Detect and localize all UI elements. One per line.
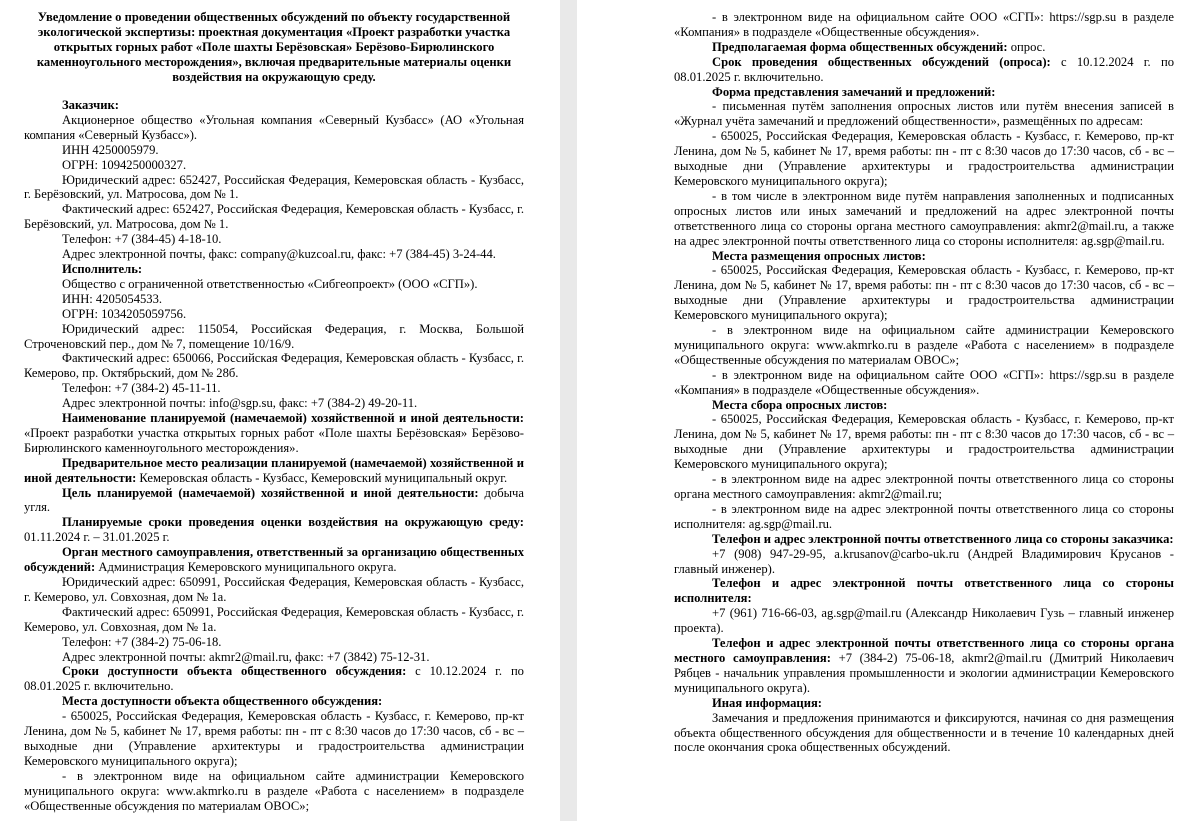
section-heading-text: Места доступности объекта общественного обсуждения: xyxy=(62,694,383,709)
paragraph: Фактический адрес: 652427, Российская Федерация, Кемеровская область - Кузбасс, г. Берёзовский, ул. Матросова, дом № 1. xyxy=(24,202,524,232)
page-left-content xyxy=(24,10,524,814)
section-heading-text: Иная информация: xyxy=(712,695,822,710)
paragraph: Адрес электронной почты: akmr2@mail.ru, факс: +7 (3842) 75-12-31. xyxy=(62,649,430,664)
paragraph: ИНН: 4205054533. xyxy=(62,291,163,306)
labeled-paragraph xyxy=(674,55,1174,85)
paragraph: - в электронном виде на официальном сайте ООО «СГП»: https://sgp.su в разделе «Компания» в подразделе «Общественные обсуждения». xyxy=(674,10,1174,39)
paragraph: - в электронном виде на официальном сайте ООО «СГП»: https://sgp.su в разделе «Компания» в подразделе «Общественные обсуждения». xyxy=(674,367,1174,397)
paragraph: ИНН 4250005979. xyxy=(62,142,159,157)
paragraph: Юридический адрес: 650991, Российская Федерация, Кемеровская область - Кузбасс, г. Кемерово, ул. Совхозная, дом № 1а. xyxy=(24,575,524,604)
paragraph: Фактический адрес: 650991, Российская Федерация, Кемеровская область - Кузбасс, г. Кемерово, ул. Совхозная, дом № 1а. xyxy=(24,604,524,634)
paragraph-value: с 10.12.2024 г. по 08.01.2025 г. включительно. xyxy=(674,54,1174,84)
labeled-paragraph xyxy=(24,411,524,456)
page-separator xyxy=(560,0,577,821)
labeled-paragraph xyxy=(24,515,524,545)
paragraph-label: Цель планируемой (намечаемой) хозяйственной и иной деятельности: xyxy=(62,485,479,500)
section-heading xyxy=(674,532,1174,547)
paragraph: - в электронном виде на адрес электронной почты ответственного лица со стороны исполнителя: ag.sgp@mail.ru. xyxy=(674,501,1174,531)
labeled-paragraph xyxy=(24,664,524,694)
labeled-paragraph xyxy=(24,545,524,575)
paragraph: +7 (908) 947-29-95, a.krusanov@carbo-uk.ru (Андрей Владимирович Крусанов - главный инженер). xyxy=(674,546,1174,576)
paragraph: Юридический адрес: 652427, Российская Федерация, Кемеровская область - Кузбасс, г. Берёзовский, ул. Матросова, дом № 1. xyxy=(24,172,524,202)
paragraph: - 650025, Российская Федерация, Кемеровская область - Кузбасс, г. Кемерово, пр-кт Ленина, дом № 5, кабинет № 17, время работы: пн - пт с 8:30 часов до 17:30 часов, сб - вс – выходные дни (Управление архитектуры и градостроительства администрации Кемеровского муниципального округа); xyxy=(24,709,524,768)
section-heading-text: Форма представления замечаний и предложений: xyxy=(712,84,996,99)
paragraph: Замечания и предложения принимаются и фиксируются, начиная со дня размещения объекта общественного обсуждения для общественности и в течение 10 календарных дней после окончания срока общественных обсуждений. xyxy=(674,710,1174,755)
page-right-content xyxy=(674,10,1174,755)
section-heading-text: Места сбора опросных листов: xyxy=(712,397,888,412)
page-left xyxy=(0,0,560,821)
paragraph: - 650025, Российская Федерация, Кемеровская область - Кузбасс, г. Кемерово, пр-кт Ленина, дом № 5, кабинет № 17, время работы: пн - пт с 8:30 часов до 17:30 часов, сб - вс – выходные дни (Управление архитектуры и градостроительства администрации Кемеровского муниципального округа); xyxy=(674,263,1174,323)
paragraph-value: Администрация Кемеровского муниципального округа. xyxy=(95,560,397,575)
paragraph-label: Предполагаемая форма общественных обсуждений: xyxy=(712,39,1008,54)
paragraph: - 650025, Российская Федерация, Кемеровская область - Кузбасс, г. Кемерово, пр-кт Ленина, дом № 5, кабинет № 17, время работы: пн - пт с 8:30 часов до 17:30 часов, сб - вс – выходные дни (Управление архитектуры и градостроительства администрации Кемеровского муниципального округа); xyxy=(674,412,1174,472)
paragraph-label: Предварительное место реализации планируемой (намечаемой) хозяйственной и иной деятельности: xyxy=(24,455,524,485)
paragraph: - в электронном виде на официальном сайте администрации Кемеровского муниципального округа: www.akmrko.ru в разделе «Работа с населением» в подразделе «Общественные обсуждения по материалам ОВОС»; xyxy=(674,323,1174,367)
section-heading xyxy=(24,98,524,113)
paragraph-label: Планируемые сроки проведения оценки воздействия на окружающую среду: xyxy=(62,515,524,530)
paragraph: Адрес электронной почты: info@sgp.su, факс: +7 (384-2) 49-20-11. xyxy=(62,396,418,411)
section-heading-text: Телефон и адрес электронной почты ответственного лица со стороны исполнителя: xyxy=(674,576,1174,606)
paragraph-label: Орган местного самоуправления, ответственный за организацию общественных обсуждений: xyxy=(24,545,524,575)
paragraph: Телефон: +7 (384-45) 4-18-10. xyxy=(62,232,222,247)
paragraph: Телефон: +7 (384-2) 75-06-18. xyxy=(62,634,222,649)
paragraph: - письменная путём заполнения опросных листов или путём внесения записей в «Журнал учёта замечаний и предложений общественности», размещённых по адресам: xyxy=(674,99,1174,129)
paragraph: Адрес электронной почты, факс: company@kuzcoal.ru, факс: +7 (384-45) 3-24-44. xyxy=(62,247,496,262)
paragraph-value: добыча угля. xyxy=(24,485,524,515)
paragraph: Фактический адрес: 650066, Российская Федерация, Кемеровская область - Кузбасс, г. Кемерово, пр. Октябрьский, дом № 28б. xyxy=(24,351,524,381)
paragraph-label: Сроки доступности объекта общественного обсуждения: xyxy=(62,664,407,679)
paragraph: - в том числе в электронном виде путём направления заполненных и подписанных опросных листов или иных замечаний и предложений на адрес электронной почты ответственного лица со стороны органа местного самоуправления: akmr2@mail.ru, а также на адрес электронной почты ответственного лица со стороны исполнителя: ag.sgp@mail.ru. xyxy=(674,188,1174,248)
section-heading xyxy=(674,696,1174,711)
paragraph-label: Наименование планируемой (намечаемой) хозяйственной и иной деятельности: xyxy=(62,411,524,426)
paragraph: - в электронном виде на официальном сайте администрации Кемеровского муниципального округа: www.akmrko.ru в разделе «Работа с населением» в подразделе «Общественные обсуждения по материалам ОВОС»; xyxy=(24,768,524,813)
page-right xyxy=(577,0,1198,821)
labeled-paragraph xyxy=(24,456,524,486)
paragraph: Юридический адрес: 115054, Российская Федерация, г. Москва, Большой Строченовский пер., дом № 7, помещение 10/16/9. xyxy=(24,321,524,351)
paragraph-value: 01.11.2024 г. – 31.01.2025 г. xyxy=(24,530,170,545)
paragraph: ОГРН: 1094250000327. xyxy=(62,157,187,172)
paragraph-value: +7 (384-2) 75-06-18, akmr2@mail.ru (Дмитрий Николаевич Рябцев - начальник управления промышленности и экологии администрации Кемеровского муниципального округа). xyxy=(674,650,1175,695)
labeled-paragraph xyxy=(674,40,1174,55)
paragraph: +7 (961) 716-66-03, ag.sgp@mail.ru (Александр Николаевич Гузь – главный инженер проекта). xyxy=(674,606,1174,636)
section-heading-text: Исполнитель: xyxy=(62,261,143,276)
section-heading xyxy=(24,694,524,709)
paragraph-value: Кемеровская область - Кузбасс, Кемеровский муниципальный округ. xyxy=(136,470,508,485)
paragraph-value: опрос. xyxy=(1007,39,1046,54)
paragraph: ОГРН: 1034205059756. xyxy=(62,306,187,321)
labeled-paragraph xyxy=(24,486,524,516)
section-heading xyxy=(674,249,1174,264)
paragraph: - 650025, Российская Федерация, Кемеровская область - Кузбасс, г. Кемерово, пр-кт Ленина, дом № 5, кабинет № 17, время работы: пн - пт с 8:30 часов до 17:30 часов, сб - вс – выходные дни (Управление архитектуры и градостроительства администрации Кемеровского муниципального округа); xyxy=(674,129,1174,188)
labeled-paragraph xyxy=(674,636,1174,696)
paragraph-value: «Проект разработки участка открытых горных работ «Поле шахты Берёзовская» Берёзово-Бирюлинского каменноугольного месторождения». xyxy=(24,425,524,455)
paragraph-label: Телефон и адрес электронной почты ответственного лица со стороны органа местного самоуправления: xyxy=(674,636,1174,665)
section-heading-text: Заказчик: xyxy=(62,98,119,112)
paragraph-value: с 10.12.2024 г. по 08.01.2025 г. включительно. xyxy=(24,664,524,694)
section-heading xyxy=(674,576,1174,606)
paragraph: - в электронном виде на адрес электронной почты ответственного лица со стороны органа местного самоуправления: akmr2@mail.ru; xyxy=(674,472,1174,501)
paragraph: Акционерное общество «Угольная компания «Северный Кузбасс» (АО «Угольная компания «Северный Кузбасс»). xyxy=(24,112,524,142)
paragraph-label: Срок проведения общественных обсуждений (опроса): xyxy=(712,54,1051,69)
section-heading xyxy=(674,398,1174,413)
section-heading-text: Места размещения опросных листов: xyxy=(712,248,926,263)
section-heading xyxy=(674,85,1174,100)
document-title: Уведомление о проведении общественных обсуждений по объекту государственной экологической экспертизы: проектная документация «Проект разработки участка открытых горных работ «Поле шахты Берёзовская» Берёзово-Бирюлинского каменноугольного месторождения», включая предварительные материалы оценки воздействия на окружающую среду. xyxy=(36,10,512,84)
section-heading xyxy=(24,262,524,277)
paragraph: Общество с ограниченной ответственностью «Сибгеопроект» (ООО «СГП»). xyxy=(62,276,478,291)
paragraph: Телефон: +7 (384-2) 45-11-11. xyxy=(62,381,221,396)
section-heading-text: Телефон и адрес электронной почты ответственного лица со стороны заказчика: xyxy=(712,531,1174,546)
